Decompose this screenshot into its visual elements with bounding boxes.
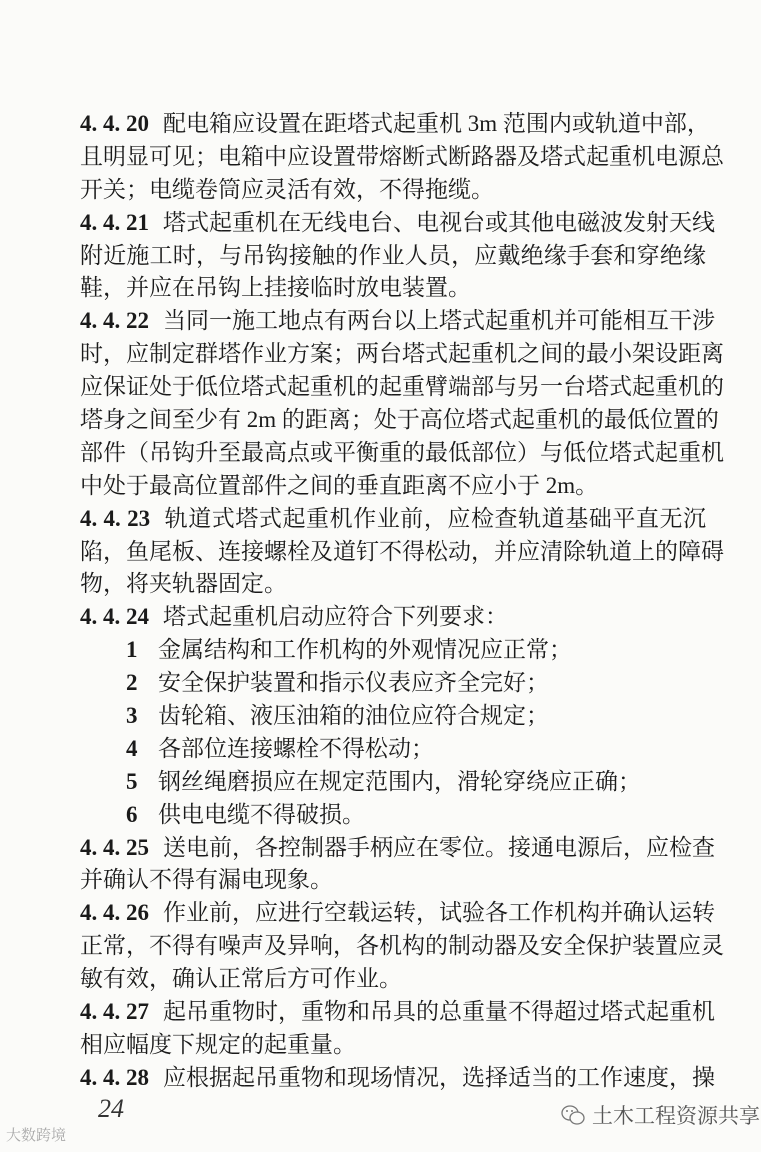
clause-line [80,1062,715,1095]
page-number: 24 [98,1094,124,1123]
clause-number: 4. 4. 24 [80,604,149,630]
clause-number: 4. 4. 21 [80,209,149,235]
clause [80,305,724,502]
clause-line [80,897,715,930]
clause-text: 鞋，并应在吊钩上挂接临时放电装置。 [80,275,471,301]
clause-text: 并确认不得有漏电现象。 [80,867,333,893]
clause-text: 附近施工时，与吊钩接触的作业人员，应戴绝缘手套和穿绝缘 [80,242,706,268]
clause-text: 中处于最高位置部件之间的垂直距离不应小于 2m。 [80,472,599,498]
clause-number: 4. 4. 23 [80,505,151,531]
clause [80,207,715,306]
clause-line [80,864,706,897]
list-item-text: 金属结构和工作机构的外观情况应正常； [158,637,572,663]
clause-text: 作业前，应进行空载运转，试验各工作机构并确认运转 [163,900,715,926]
clause-text: 塔式起重机在无线电台、电视台或其他电磁波发射天线 [163,209,715,235]
clause-line [80,832,715,865]
clause-line [80,470,706,503]
clause-line [80,207,715,240]
watermark-left [6,1124,66,1145]
clause [80,1062,715,1095]
clause-text: 当同一施工地点有两台以上塔式起重机并可能相互干涉 [163,308,715,334]
clause-line [80,568,706,601]
clause [80,601,706,634]
clause-text: 部件（吊钩升至最高点或平衡重的最低部位）与低位塔式起重机 [80,439,724,465]
clause [80,832,715,898]
clause-number: 4. 4. 28 [80,1064,149,1090]
clause [80,897,724,996]
clause-number: 4. 4. 27 [80,999,149,1025]
clause-line [80,174,706,207]
clause-text: 应根据起吊重物和现场情况，选择适当的工作速度，操 [163,1064,715,1090]
clause-line [80,601,706,634]
list-item-number: 5 [126,768,138,794]
clause-line [80,930,724,963]
clause-text: 送电前，各控制器手柄应在零位。接通电源后，应检查 [163,834,715,860]
list-item-number: 4 [126,735,138,761]
clause [80,108,724,207]
clause-line [80,536,724,569]
clause-text: 陷，鱼尾板、连接螺栓及道钉不得松动，并应清除轨道上的障碍 [80,538,724,564]
list-item [80,733,706,766]
clause-line [80,371,724,404]
list-item [80,799,706,832]
clause-text: 正常，不得有噪声及异响，各机构的制动器及安全保护装置应灵 [80,933,724,959]
list-item [80,700,706,733]
list-item-text: 齿轮箱、液压油箱的油位应符合规定； [158,703,549,729]
clause-number: 4. 4. 22 [80,308,149,334]
clause-text: 应保证处于低位塔式起重机的起重臂端部与另一台塔式起重机的 [80,374,724,400]
clause-text: 敏有效，确认正常后方可作业。 [80,966,402,992]
clause [80,996,715,1062]
clause-line [80,272,706,305]
clause-line [80,503,706,536]
list-item [80,634,706,667]
list-item-text: 钢丝绳磨损应在规定范围内，滑轮穿绕应正确； [158,768,641,794]
list-item-number: 3 [126,703,138,729]
list-item-text: 各部位连接螺栓不得松动； [158,735,434,761]
clause-text: 开关；电缆卷筒应灵活有效，不得拖缆。 [80,176,494,202]
list-item-number: 2 [126,670,138,696]
clause-line [80,141,724,174]
clause-number: 4. 4. 26 [80,900,149,926]
list-item-number: 1 [126,637,138,663]
clause-line [80,963,706,996]
document-body [80,108,724,1095]
clause-line [80,240,706,273]
wechat-icon [560,1103,586,1127]
clause-line [80,437,724,470]
list-item-number: 6 [126,801,138,827]
clause-text: 塔式起重机启动应符合下列要求： [163,604,508,630]
watermark-left-text: 大数跨境 [6,1126,67,1144]
list-item [80,667,706,700]
clause-number: 4. 4. 20 [80,111,149,136]
watermark-right [560,1100,760,1130]
clause-text: 相应幅度下规定的起重量。 [80,1031,356,1057]
clause-text: 配电箱应设置在距塔式起重机 3m 范围内或轨道中部， [163,111,710,136]
clause-text: 物，将夹轨器固定。 [80,571,287,597]
clause-line [80,404,719,437]
clause-text: 时，应制定群塔作业方案；两台塔式起重机之间的最小架设距离 [80,341,724,367]
clause-text: 起吊重物时，重物和吊具的总重量不得超过塔式起重机 [163,999,715,1025]
clause-line [80,108,710,141]
clause-text: 轨道式塔式起重机作业前，应检查轨道基础平直无沉 [164,505,707,531]
clause-line [80,1029,706,1062]
list-item-text: 供电电缆不得破损。 [158,801,365,827]
clause-text: 塔身之间至少有 2m 的距离；处于高位塔式起重机的最低位置的 [80,407,719,433]
list-item [80,766,706,799]
watermark-right-text: 土木工程资源共享 [592,1104,760,1128]
list-item-text: 安全保护装置和指示仪表应齐全完好； [158,670,549,696]
clause-text: 且明显可见；电箱中应设置带熔断式断路器及塔式起重机电源总 [80,143,724,169]
clause [80,503,724,602]
clause-number: 4. 4. 25 [80,834,149,860]
clause-line [80,305,715,338]
clause-line [80,996,715,1029]
clause-line [80,338,724,371]
